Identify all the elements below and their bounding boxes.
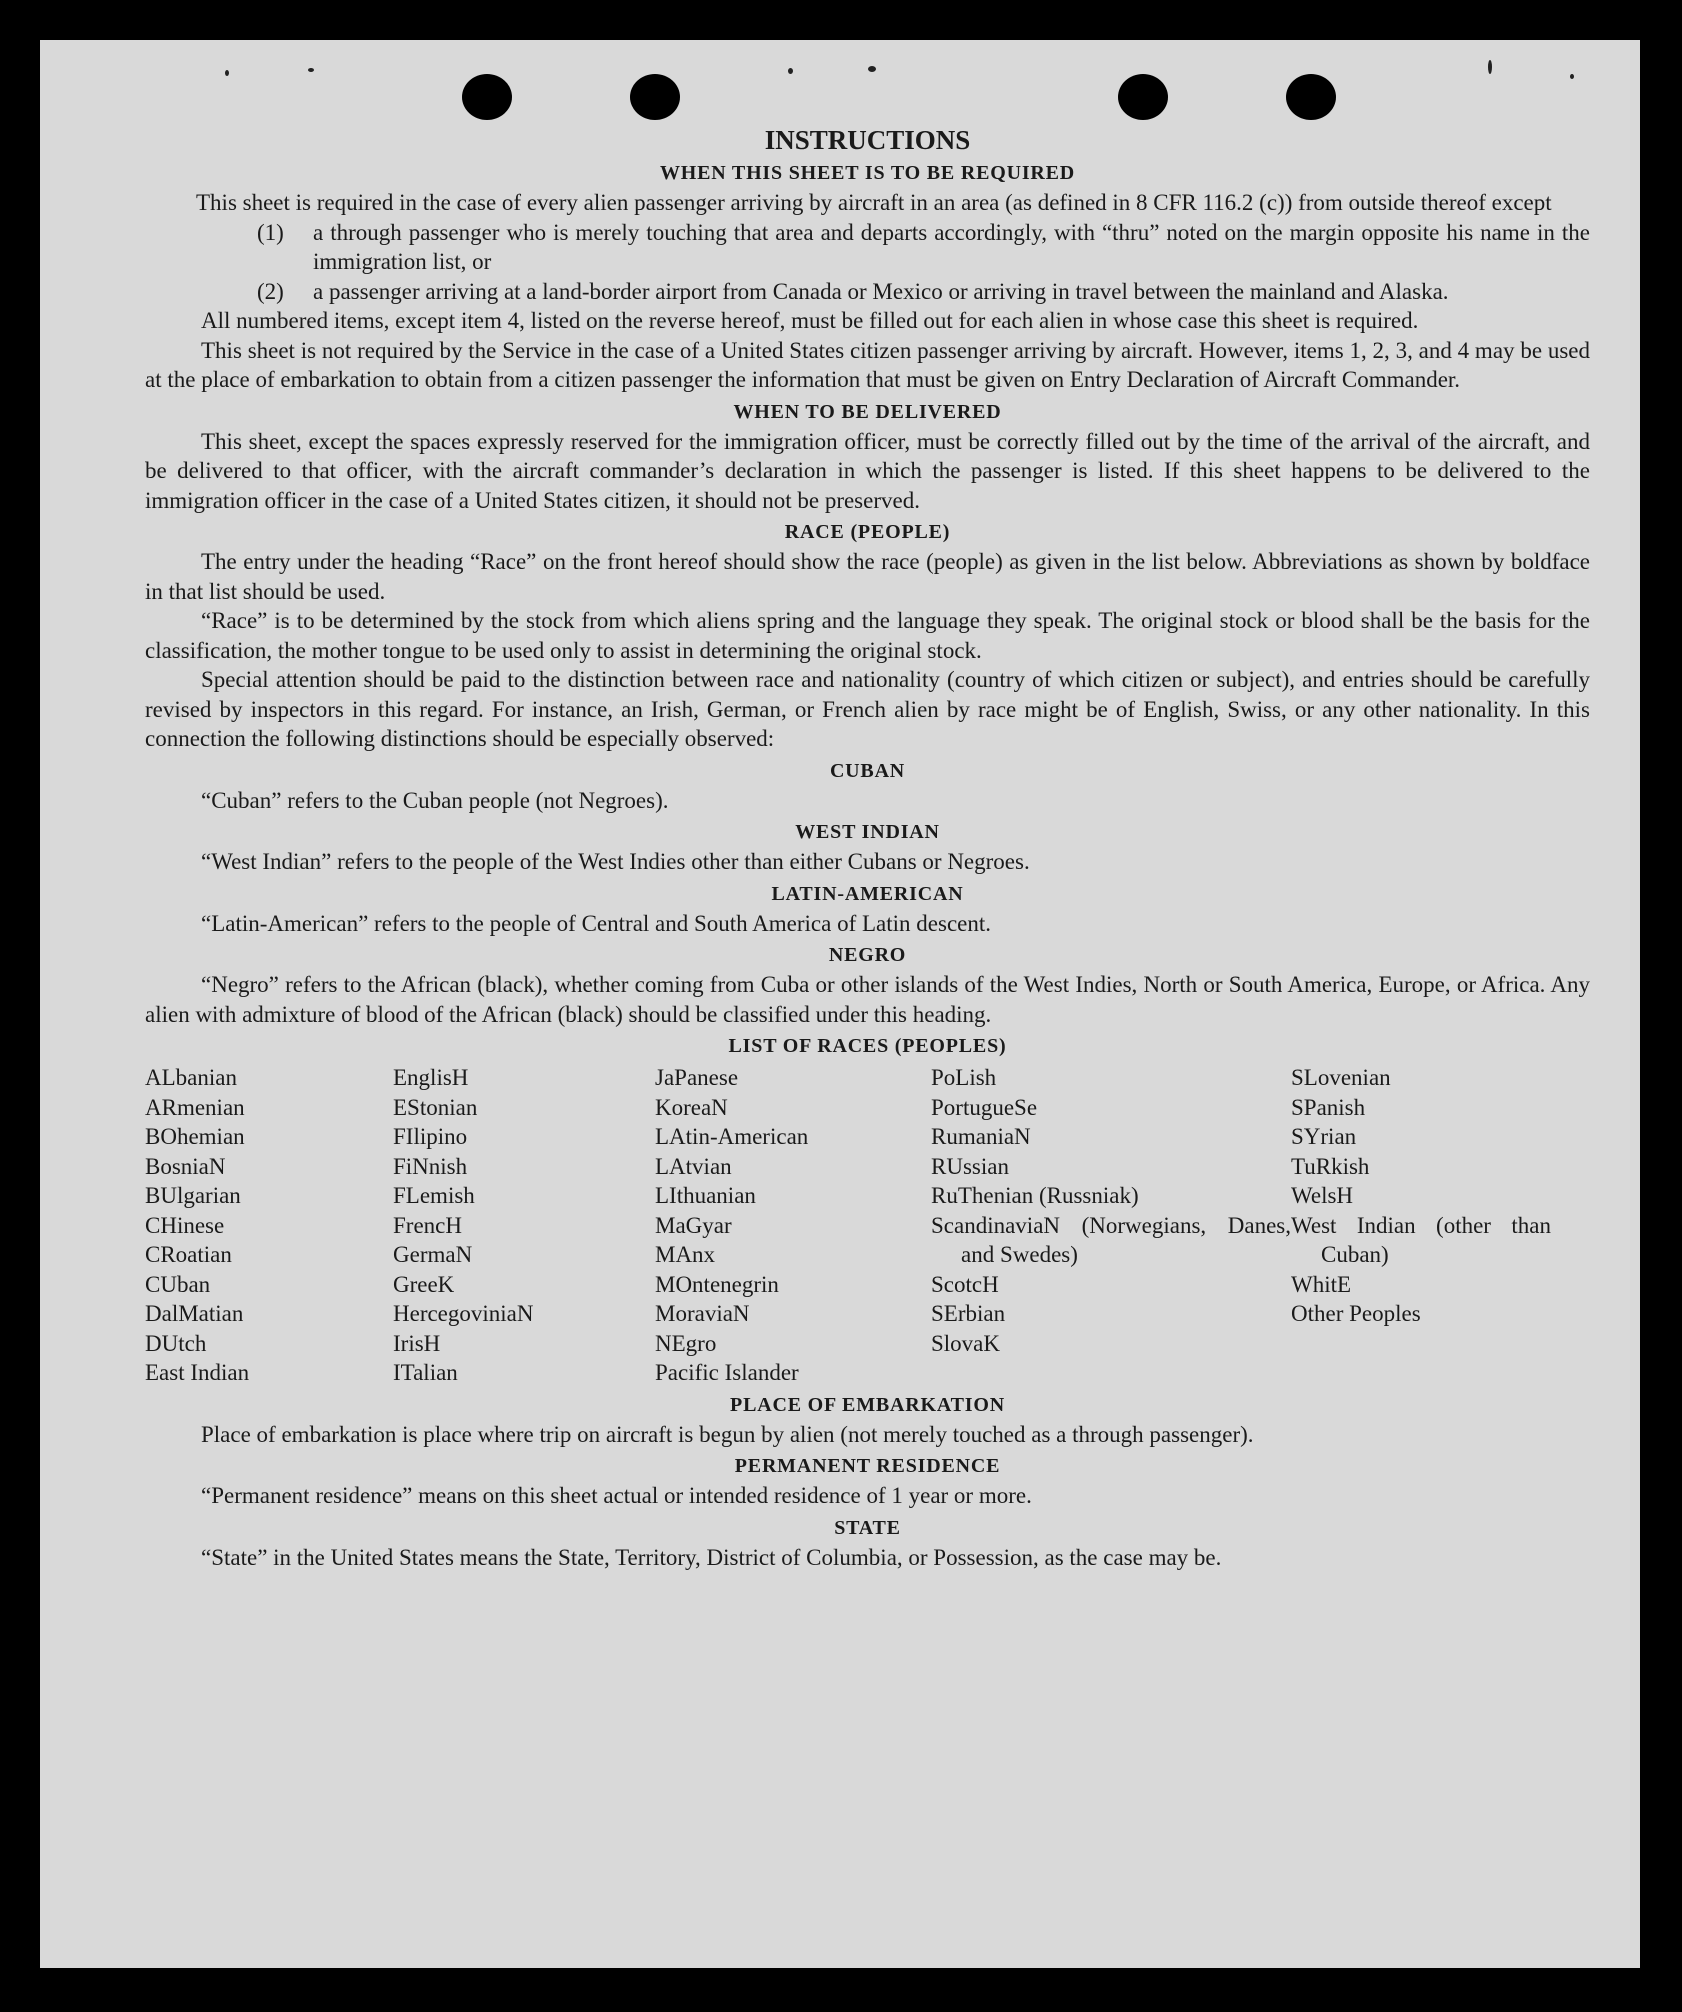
race-entry: RUssian bbox=[931, 1153, 1009, 1179]
race-entry: HercegoviniaN bbox=[393, 1301, 534, 1326]
race-entry: Pacific Islander bbox=[655, 1360, 799, 1385]
punch-hole bbox=[1286, 74, 1336, 120]
race-entry: WhitE bbox=[1291, 1271, 1352, 1297]
race-entry: TuRkish bbox=[1291, 1153, 1370, 1179]
race-entry: Other Peoples bbox=[1291, 1301, 1421, 1326]
race-entry: SLovenian bbox=[1291, 1065, 1391, 1090]
paragraph: Special attention should be paid to the distinction between race and nationality (country of which citizen or subject), and entries should be carefully revised by inspectors in this regard. For instance, an Irish, German, or French alien by race might be of English, Swiss, or any other nationality. In this connection the following distinctions should be especially observed: bbox=[145, 667, 1590, 751]
race-entry: DalMatian bbox=[145, 1301, 244, 1326]
race-column bbox=[1291, 1063, 1551, 1388]
section-heading: PERMANENT RESIDENCE bbox=[734, 1455, 1001, 1477]
paragraph: This sheet is not required by the Service in the case of a United States citizen passenger arriving by aircraft. However, items 1, 2, 3, and 4 may be used at the place of embarkation to obtain from a citizen passenger the information that must be given on Entry Declaration of Aircraft Commander. bbox=[145, 337, 1590, 392]
paragraph: “Permanent residence” means on this sheet actual or intended residence of 1 year or more. bbox=[201, 1483, 1032, 1508]
section-heading: STATE bbox=[834, 1516, 901, 1539]
item-number: (1) bbox=[257, 219, 284, 245]
race-entry: EStonian bbox=[393, 1094, 478, 1120]
race-entry: BosniaN bbox=[145, 1153, 226, 1179]
section-heading: WHEN THIS SHEET IS TO BE REQUIRED bbox=[659, 162, 1076, 184]
race-entry: NEgro bbox=[655, 1330, 717, 1356]
section-heading: RACE (PEOPLE) bbox=[784, 521, 951, 543]
paragraph: Place of embarkation is place where trip on aircraft is begun by alien (not merely touched as a through passenger). bbox=[201, 1421, 1254, 1447]
section-heading: CUBAN bbox=[829, 759, 906, 782]
item-text: a passenger arriving at a land-border airport from Canada or Mexico or arriving in travel between the mainland and Alaska. bbox=[313, 278, 1449, 304]
race-entry: KoreaN bbox=[655, 1094, 728, 1120]
race-entry: SPanish bbox=[1291, 1094, 1366, 1120]
race-entry: MaGyar bbox=[655, 1212, 732, 1238]
section-heading: PLACE OF EMBARKATION bbox=[730, 1393, 1005, 1416]
race-entry: FIlipino bbox=[393, 1124, 468, 1149]
section-heading: WHEN TO BE DELIVERED bbox=[733, 400, 1002, 423]
item-number: (2) bbox=[257, 278, 284, 304]
race-entry: CRoatian bbox=[145, 1242, 232, 1267]
document-body bbox=[145, 124, 1590, 1572]
race-entry: JaPanese bbox=[655, 1065, 739, 1090]
paragraph: This sheet is required in the case of every alien passenger arriving by aircraft in an area (as defined in 8 CFR 116.2 (c)) from outside thereof except bbox=[196, 190, 1552, 215]
list-item bbox=[257, 277, 1590, 307]
race-entry: SlovaK bbox=[931, 1330, 1000, 1356]
list-item bbox=[257, 218, 1590, 277]
document-page bbox=[40, 40, 1640, 1968]
speck bbox=[308, 68, 314, 72]
race-entry: ITalian bbox=[393, 1360, 458, 1385]
race-entry: West Indian (other than Cuban) bbox=[1291, 1212, 1551, 1267]
section-heading: NEGRO bbox=[828, 944, 907, 966]
race-entry: CHinese bbox=[145, 1212, 225, 1238]
race-entry: BOhemian bbox=[145, 1124, 245, 1149]
page-title: INSTRUCTIONS bbox=[764, 125, 971, 155]
race-entry: FiNnish bbox=[393, 1153, 468, 1179]
race-entry: LAtin-American bbox=[655, 1124, 809, 1149]
race-column bbox=[145, 1063, 393, 1388]
race-entry: DUtch bbox=[145, 1330, 207, 1356]
race-entry: ARmenian bbox=[145, 1094, 245, 1120]
speck bbox=[1488, 60, 1492, 74]
item-text: a through passenger who is merely touching that area and departs accordingly, with “thru” noted on the margin opposite his name in the immigration list, or bbox=[313, 219, 1590, 274]
race-entry: FLemish bbox=[393, 1183, 475, 1208]
race-entry: RuThenian (Russniak) bbox=[931, 1183, 1139, 1208]
race-entry: PoLish bbox=[931, 1065, 997, 1090]
race-entry: GermaN bbox=[393, 1242, 473, 1267]
speck bbox=[225, 70, 229, 76]
paragraph: “Negro” refers to the African (black), whether coming from Cuba or other islands of the West Indies, North or South America, Europe, or Africa. Any alien with admixture of blood of the African (black) should be classified under this heading. bbox=[145, 972, 1590, 1027]
paragraph: This sheet, except the spaces expressly reserved for the immigration officer, must be correctly filled out by the time of the arrival of the aircraft, and be delivered to that officer, with the aircraft commander’s declaration in which the passenger is listed. If this sheet happens to be delivered to the immigration officer in the case of a United States citizen, it should not be preserved. bbox=[145, 428, 1590, 513]
paragraph: “State” in the United States means the State, Territory, District of Columbia, or Possession, as the case may be. bbox=[201, 1544, 1222, 1570]
paragraph: All numbered items, except item 4, listed on the reverse hereof, must be filled out for each alien in whose case this sheet is required. bbox=[201, 308, 1419, 333]
race-column bbox=[655, 1063, 931, 1388]
race-entry: CUban bbox=[145, 1271, 211, 1297]
speck bbox=[868, 66, 876, 72]
race-entry: LIthuanian bbox=[655, 1183, 756, 1208]
race-entry: MOntenegrin bbox=[655, 1271, 779, 1297]
race-entry: LAtvian bbox=[655, 1153, 732, 1179]
paragraph: “West Indian” refers to the people of the West Indies other than either Cubans or Negroes. bbox=[201, 849, 1030, 874]
race-column bbox=[931, 1063, 1291, 1388]
race-entry: GreeK bbox=[393, 1271, 455, 1297]
paragraph: “Cuban” refers to the Cuban people (not Negroes). bbox=[201, 787, 669, 813]
race-entry: SErbian bbox=[931, 1301, 1006, 1326]
race-entry: IrisH bbox=[393, 1330, 441, 1356]
section-heading: LATIN-AMERICAN bbox=[771, 882, 964, 905]
race-entry: ScandinaviaN (Norwegians, Danes, and Swedes) bbox=[931, 1212, 1291, 1267]
paragraph: “Race” is to be determined by the stock from which aliens spring and the language they speak. The original stock or blood shall be the basis for the classification, the mother tongue to be used only to assist in determining the original stock. bbox=[145, 608, 1590, 663]
speck bbox=[1570, 74, 1574, 79]
race-entry: MAnx bbox=[655, 1242, 716, 1267]
paragraph: “Latin-American” refers to the people of Central and South America of Latin descent. bbox=[201, 910, 991, 936]
section-heading: LIST OF RACES (PEOPLES) bbox=[728, 1035, 1007, 1057]
race-entry: PortugueSe bbox=[931, 1094, 1038, 1120]
section-heading: WEST INDIAN bbox=[795, 821, 940, 843]
race-entry: EnglisH bbox=[393, 1065, 469, 1090]
punch-hole bbox=[630, 74, 680, 120]
race-entry: BUlgarian bbox=[145, 1183, 241, 1208]
race-entry: RumaniaN bbox=[931, 1124, 1031, 1149]
race-entry: FrencH bbox=[393, 1212, 462, 1238]
race-entry: WelsH bbox=[1291, 1183, 1354, 1208]
race-entry: ALbanian bbox=[145, 1065, 237, 1090]
race-entry: East Indian bbox=[145, 1360, 250, 1385]
race-list bbox=[145, 1063, 1590, 1388]
speck bbox=[788, 68, 793, 74]
punch-hole bbox=[462, 74, 512, 120]
race-entry: SYrian bbox=[1291, 1124, 1357, 1149]
paragraph: The entry under the heading “Race” on the front hereof should show the race (people) as given in the list below. Abbreviations as shown by boldface in that list should be used. bbox=[145, 549, 1590, 604]
race-entry: MoraviaN bbox=[655, 1301, 750, 1326]
race-entry: ScotcH bbox=[931, 1271, 999, 1297]
race-column bbox=[393, 1063, 655, 1388]
punch-hole bbox=[1118, 74, 1168, 120]
